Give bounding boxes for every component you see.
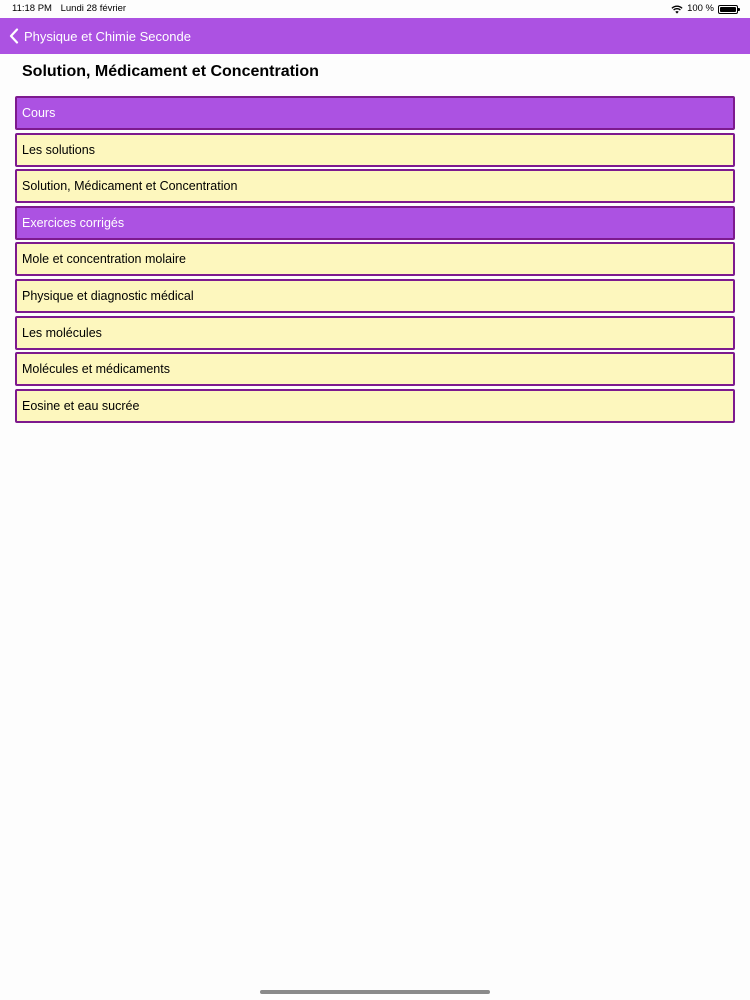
status-date: Lundi 28 février [60,3,127,14]
section-header-exercices: Exercices corrigés [15,206,735,240]
list-item[interactable]: Mole et concentration molaire [15,242,735,276]
chevron-left-icon [9,28,19,44]
status-right [671,0,738,18]
list-item[interactable]: Molécules et médicaments [15,352,735,386]
status-left [12,0,126,18]
back-button[interactable] [9,28,191,44]
status-bar [0,0,750,18]
wifi-icon [671,5,683,14]
list-item[interactable]: Les solutions [15,133,735,167]
content-list [15,96,735,425]
back-button-label: Physique et Chimie Seconde [24,28,191,44]
page-title: Solution, Médicament et Concentration [22,63,319,80]
battery-icon [718,5,738,14]
section-header-cours: Cours [15,96,735,130]
list-item[interactable]: Physique et diagnostic médical [15,279,735,313]
navigation-bar [0,18,750,54]
home-indicator[interactable] [260,990,490,994]
battery-percentage: 100 % [687,3,714,14]
status-time: 11:18 PM [12,3,52,14]
list-item[interactable]: Eosine et eau sucrée [15,389,735,423]
list-item[interactable]: Solution, Médicament et Concentration [15,169,735,203]
list-item[interactable]: Les molécules [15,316,735,350]
